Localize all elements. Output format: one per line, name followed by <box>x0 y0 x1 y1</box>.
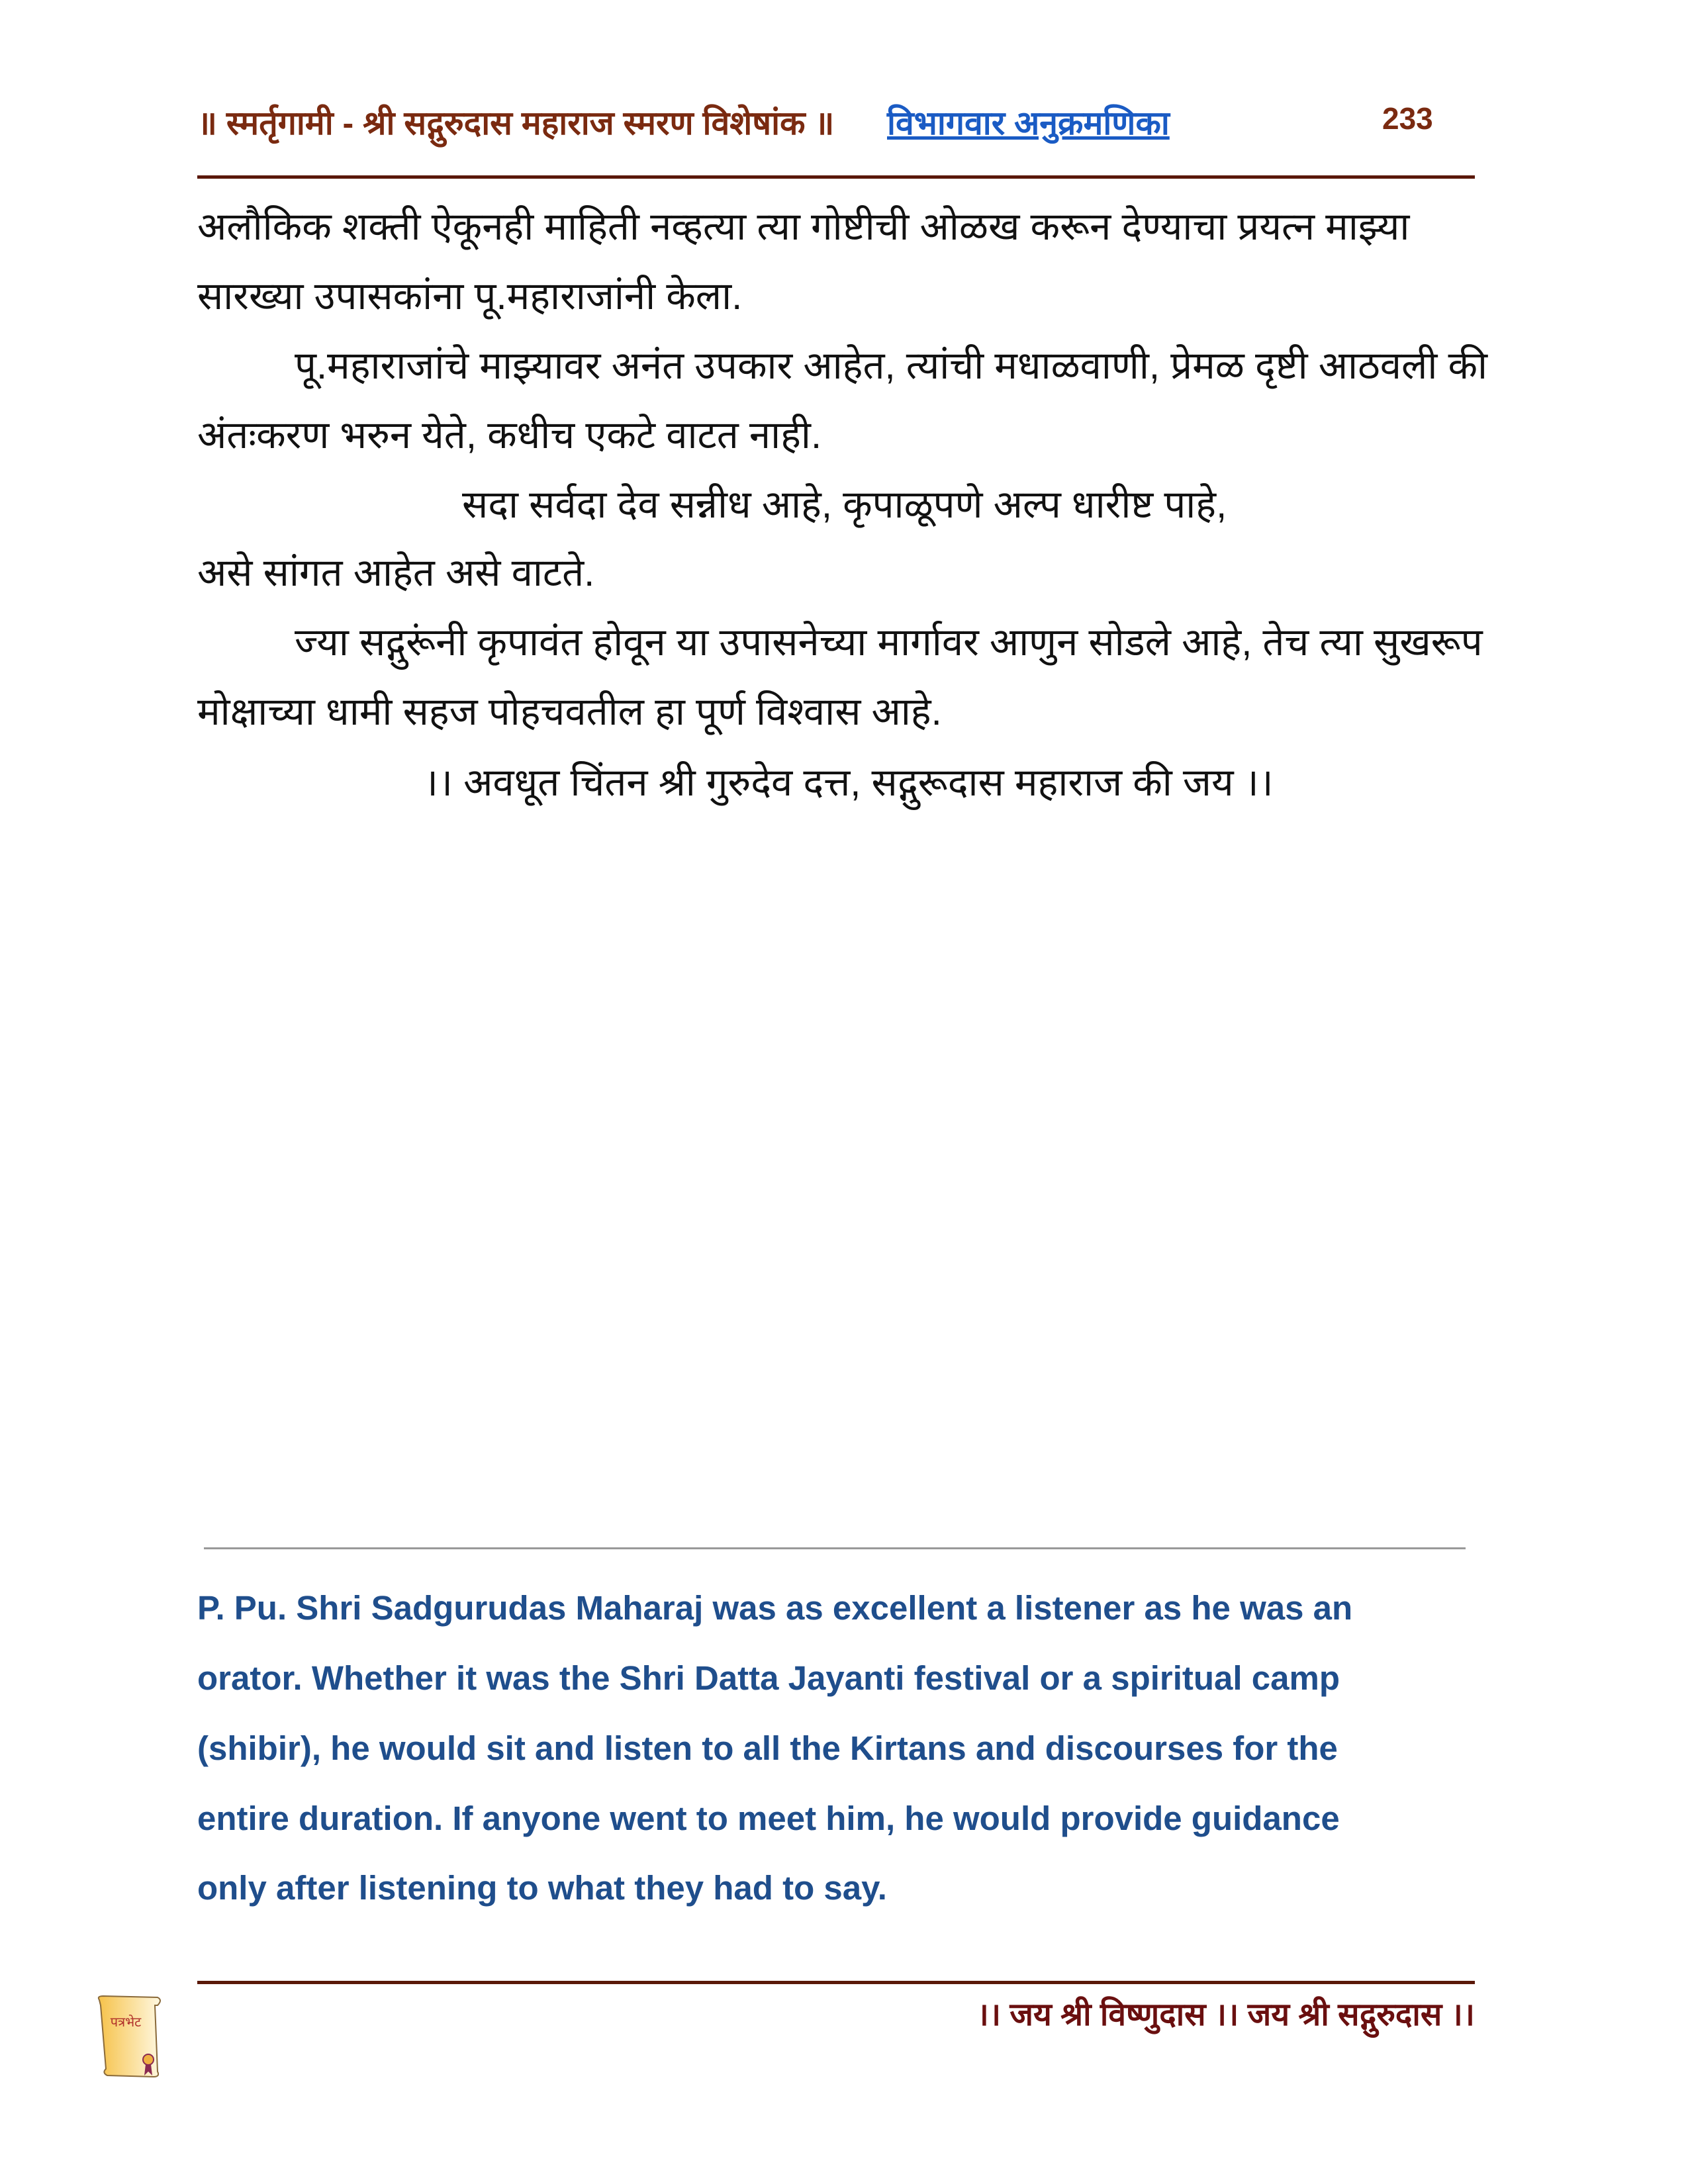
english-line: entire duration. If anyone went to meet him, he would provide guidance <box>197 1799 1340 1837</box>
marathi-line: असे सांगत आहेत असे वाटते. <box>197 551 595 594</box>
page-number: 233 <box>1382 101 1433 136</box>
marathi-line: अंतःकरण भरुन येते, कधीच एकटे वाटत नाही. <box>197 414 822 457</box>
english-line: (shibir), he would sit and listen to all the Kirtans and discourses for the <box>197 1729 1338 1767</box>
marathi-line: पू.महाराजांचे माझ्यावर अनंत उपकार आहेत, त्यांची मधाळवाणी, प्रेमळ दृष्टी आठवली की <box>295 344 1488 387</box>
marathi-line: सारख्या उपासकांना पू.महाराजांनी केला. <box>197 275 743 318</box>
marathi-line: अलौकिक शक्ती ऐकूनही माहिती नव्हत्या त्या गोष्टीची ओळख करून देण्याचा प्रयत्न माझ्या <box>197 205 1410 248</box>
header-rule <box>197 175 1475 179</box>
footer-rule <box>197 1981 1475 1984</box>
document-title: ॥ स्मर्तृगामी - श्री सद्गुरुदास महाराज स्मरण विशेषांक ॥ <box>197 105 835 142</box>
marathi-verse: सदा सर्वदा देव सन्नीध आहे, कृपाळूपणे अल्प धारीष्ट पाहे, <box>462 483 1227 526</box>
english-line: P. Pu. Shri Sadgurudas Maharaj was as excellent a listener as he was an <box>197 1589 1353 1627</box>
marathi-closing: ।। अवधूत चिंतन श्री गुरुदेव दत्त, सद्गुरूदास महाराज की जय ।। <box>424 761 1274 804</box>
marathi-line: मोक्षाच्या धामी सहज पोहचवतील हा पूर्ण विश्वास आहे. <box>197 690 942 733</box>
footer-text: ।। जय श्री विष्णुदास ।। जय श्री सद्गुरुदास ।। <box>976 1997 1475 2032</box>
english-line: only after listening to what they had to say. <box>197 1869 887 1907</box>
svg-text:पत्रभेट: पत्रभेट <box>110 2014 142 2030</box>
marathi-line: ज्या सद्गुरूंनी कृपावंत होवून या उपासनेच्या मार्गावर आणुन सोडले आहे, तेच त्या सुखरूप <box>295 621 1483 664</box>
english-line: orator. Whether it was the Shri Datta Jayanti festival or a spiritual camp <box>197 1659 1340 1697</box>
section-divider <box>204 1547 1466 1549</box>
scroll-logo-icon <box>94 1993 164 2079</box>
index-link[interactable]: विभागवार अनुक्रमणिका <box>887 105 1170 142</box>
